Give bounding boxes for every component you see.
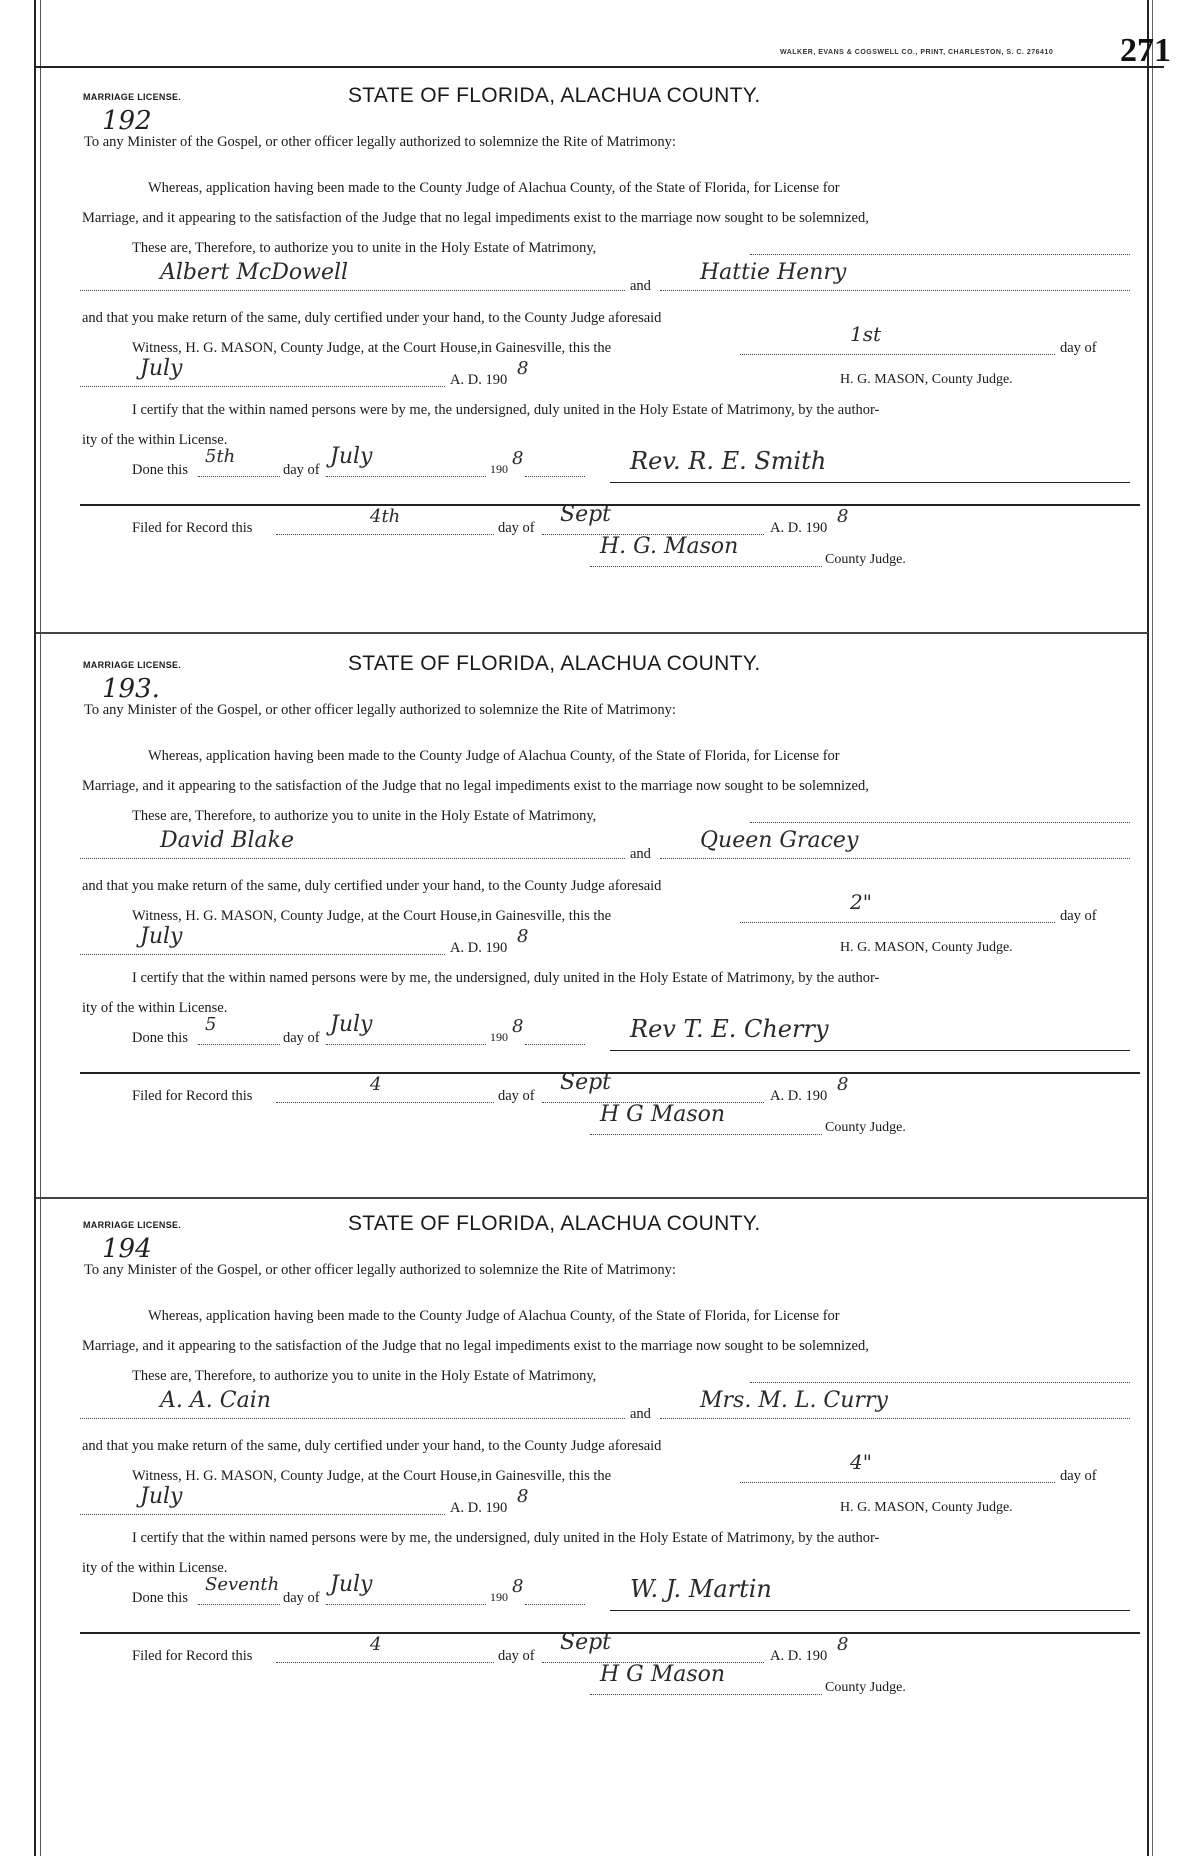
- year-prefix-text: 190: [490, 462, 508, 476]
- filed-year: 8: [837, 1074, 849, 1095]
- certify-text-cont: ity of the within License.: [82, 432, 228, 448]
- done-day: 5: [205, 1014, 217, 1035]
- filed-month: Sept: [560, 502, 612, 527]
- filed-year: 8: [837, 1634, 849, 1655]
- officiant-signature-line: [610, 1050, 1130, 1051]
- filed-text: Filed for Record this: [132, 1648, 253, 1664]
- blank-line: [660, 1418, 1130, 1419]
- officiant-signature-line: [610, 482, 1130, 483]
- blank-line: [80, 1514, 445, 1515]
- page-border-left-inner: [40, 0, 41, 1856]
- certify-text-cont: ity of the within License.: [82, 1000, 228, 1016]
- blank-line: [740, 354, 1055, 355]
- blank-line: [660, 858, 1130, 859]
- done-month: July: [330, 1012, 373, 1037]
- license-number: 192: [102, 106, 152, 136]
- judge-text: H. G. MASON, County Judge.: [840, 372, 1013, 387]
- address-line: To any Minister of the Gospel, or other officer legally authorized to solemnize the Rite of Matrimony:: [84, 1262, 676, 1278]
- marriage-license-record: [80, 1212, 1140, 1780]
- groom-name: David Blake: [160, 828, 294, 853]
- witness-month: July: [140, 924, 183, 949]
- blank-line: [276, 534, 494, 535]
- blank-line: [80, 954, 445, 955]
- year-prefix-text: 190: [490, 1590, 508, 1604]
- blank-line: [590, 1134, 822, 1135]
- license-label: MARRIAGE LICENSE.: [83, 1220, 182, 1230]
- filed-day: 4th: [370, 506, 401, 527]
- whereas-text: Whereas, application having been made to the County Judge of Alachua County, of the State of Florida, for License for: [148, 180, 840, 196]
- done-this-text: Done this: [132, 1030, 188, 1046]
- license-title: STATE OF FLORIDA, ALACHUA COUNTY.: [348, 1212, 761, 1235]
- blank-line: [80, 1418, 625, 1419]
- and-text: and: [630, 278, 651, 294]
- witness-day: 4": [850, 1450, 872, 1474]
- blank-line: [590, 566, 822, 567]
- printer-imprint: WALKER, EVANS & COGSWELL CO., PRINT, CHARLESTON, S. C. 276410: [780, 49, 1054, 56]
- county-judge-text: County Judge.: [825, 1120, 906, 1135]
- filed-month: Sept: [560, 1070, 612, 1095]
- filed-text: Filed for Record this: [132, 520, 253, 536]
- officiant-signature: W. J. Martin: [630, 1575, 772, 1603]
- authorize-text: These are, Therefore, to authorize you to unite in the Holy Estate of Matrimony,: [132, 1368, 597, 1384]
- certify-text: I certify that the within named persons were by me, the undersigned, duly united in the Holy Estate of Matrimony, by the author-: [132, 402, 880, 418]
- blank-line: [660, 290, 1130, 291]
- blank-line: [750, 822, 1130, 823]
- judge-text: H. G. MASON, County Judge.: [840, 1500, 1013, 1515]
- license-number: 193.: [102, 674, 160, 704]
- filed-ad-text: A. D. 190: [770, 1088, 828, 1104]
- license-label: MARRIAGE LICENSE.: [83, 92, 182, 102]
- blank-line: [740, 1482, 1055, 1483]
- blank-line: [525, 476, 585, 477]
- blank-line: [326, 1044, 486, 1045]
- filed-day-of-text: day of: [498, 1648, 535, 1664]
- blank-line: [525, 1604, 585, 1605]
- bride-name: Hattie Henry: [700, 260, 847, 285]
- done-month: July: [330, 1572, 373, 1597]
- day-of-text: day of: [1060, 1468, 1097, 1484]
- blank-line: [326, 1604, 486, 1605]
- filed-day-of-text: day of: [498, 520, 535, 536]
- day-of-text: day of: [1060, 908, 1097, 924]
- return-text: and that you make return of the same, duly certified under your hand, to the County Judge aforesaid: [82, 1438, 662, 1454]
- page-border-left: [34, 0, 36, 1856]
- witness-year: 8: [517, 1486, 529, 1507]
- whereas-text: Whereas, application having been made to the County Judge of Alachua County, of the State of Florida, for License for: [148, 748, 840, 764]
- return-text: and that you make return of the same, duly certified under your hand, to the County Judge aforesaid: [82, 310, 662, 326]
- blank-line: [750, 1382, 1130, 1383]
- done-year: 8: [512, 1016, 524, 1037]
- done-year: 8: [512, 448, 524, 469]
- and-text: and: [630, 846, 651, 862]
- witness-text: Witness, H. G. MASON, County Judge, at the Court House,in Gainesville, this the: [132, 908, 612, 924]
- witness-day: 1st: [850, 322, 882, 346]
- witness-day: 2": [850, 890, 872, 914]
- filed-day: 4: [370, 1074, 382, 1095]
- county-judge-text: County Judge.: [825, 552, 906, 567]
- witness-text: Witness, H. G. MASON, County Judge, at the Court House,in Gainesville, this the: [132, 340, 612, 356]
- whereas-text: Whereas, application having been made to the County Judge of Alachua County, of the State of Florida, for License for: [148, 1308, 840, 1324]
- judge-signature: H. G. Mason: [600, 534, 739, 559]
- ad-text: A. D. 190: [450, 372, 508, 388]
- marriage-text: Marriage, and it appearing to the satisfaction of the Judge that no legal impediments exist to the marriage now sought to be solemnized,: [82, 210, 869, 226]
- address-line: To any Minister of the Gospel, or other officer legally authorized to solemnize the Rite of Matrimony:: [84, 134, 676, 150]
- blank-line: [525, 1044, 585, 1045]
- marriage-license-record: [80, 84, 1140, 652]
- groom-name: A. A. Cain: [160, 1388, 271, 1413]
- filed-month: Sept: [560, 1630, 612, 1655]
- and-text: and: [630, 1406, 651, 1422]
- blank-line: [326, 476, 486, 477]
- done-this-text: Done this: [132, 462, 188, 478]
- filed-ad-text: A. D. 190: [770, 1648, 828, 1664]
- page-border-right-inner: [1152, 0, 1153, 1856]
- blank-line: [276, 1662, 494, 1663]
- blank-line: [80, 858, 625, 859]
- marriage-text: Marriage, and it appearing to the satisfaction of the Judge that no legal impediments exist to the marriage now sought to be solemnized,: [82, 778, 869, 794]
- license-number: 194: [102, 1234, 152, 1264]
- filed-text: Filed for Record this: [132, 1088, 253, 1104]
- filed-day-of-text: day of: [498, 1088, 535, 1104]
- address-line: To any Minister of the Gospel, or other officer legally authorized to solemnize the Rite of Matrimony:: [84, 702, 676, 718]
- filed-day: 4: [370, 1634, 382, 1655]
- license-title: STATE OF FLORIDA, ALACHUA COUNTY.: [348, 652, 761, 675]
- blank-line: [198, 1604, 280, 1605]
- marriage-license-record: [80, 652, 1140, 1220]
- filed-year: 8: [837, 506, 849, 527]
- judge-signature: H G Mason: [600, 1662, 726, 1687]
- certify-text: I certify that the within named persons were by me, the undersigned, duly united in the Holy Estate of Matrimony, by the author-: [132, 970, 880, 986]
- authorize-text: These are, Therefore, to authorize you to unite in the Holy Estate of Matrimony,: [132, 240, 597, 256]
- blank-line: [80, 386, 445, 387]
- blank-line: [740, 922, 1055, 923]
- day-of-short-text: day of: [283, 1030, 320, 1046]
- header-rule: [34, 66, 1164, 68]
- officiant-signature: Rev T. E. Cherry: [630, 1015, 829, 1043]
- marriage-text: Marriage, and it appearing to the satisfaction of the Judge that no legal impediments exist to the marriage now sought to be solemnized,: [82, 1338, 869, 1354]
- blank-line: [750, 254, 1130, 255]
- page-border-right: [1147, 0, 1149, 1856]
- judge-text: H. G. MASON, County Judge.: [840, 940, 1013, 955]
- blank-line: [80, 290, 625, 291]
- witness-year: 8: [517, 926, 529, 947]
- blank-line: [198, 476, 280, 477]
- county-judge-text: County Judge.: [825, 1680, 906, 1695]
- license-title: STATE OF FLORIDA, ALACHUA COUNTY.: [348, 84, 761, 107]
- witness-month: July: [140, 1484, 183, 1509]
- certify-text: I certify that the within named persons were by me, the undersigned, duly united in the Holy Estate of Matrimony, by the author-: [132, 1530, 880, 1546]
- year-prefix-text: 190: [490, 1030, 508, 1044]
- ad-text: A. D. 190: [450, 1500, 508, 1516]
- blank-line: [590, 1694, 822, 1695]
- bride-name: Mrs. M. L. Curry: [700, 1388, 888, 1413]
- done-month: July: [330, 444, 373, 469]
- done-day: 5th: [205, 446, 236, 467]
- witness-year: 8: [517, 358, 529, 379]
- certify-text-cont: ity of the within License.: [82, 1560, 228, 1576]
- blank-line: [276, 1102, 494, 1103]
- page-number: 271: [1120, 32, 1171, 69]
- blank-line: [198, 1044, 280, 1045]
- done-year: 8: [512, 1576, 524, 1597]
- ad-text: A. D. 190: [450, 940, 508, 956]
- judge-signature: H G Mason: [600, 1102, 726, 1127]
- day-of-short-text: day of: [283, 462, 320, 478]
- witness-month: July: [140, 356, 183, 381]
- done-day: Seventh: [205, 1574, 280, 1595]
- officiant-signature: Rev. R. E. Smith: [630, 447, 827, 475]
- day-of-short-text: day of: [283, 1590, 320, 1606]
- bride-name: Queen Gracey: [700, 828, 859, 853]
- authorize-text: These are, Therefore, to authorize you to unite in the Holy Estate of Matrimony,: [132, 808, 597, 824]
- return-text: and that you make return of the same, duly certified under your hand, to the County Judge aforesaid: [82, 878, 662, 894]
- witness-text: Witness, H. G. MASON, County Judge, at the Court House,in Gainesville, this the: [132, 1468, 612, 1484]
- groom-name: Albert McDowell: [160, 260, 349, 285]
- done-this-text: Done this: [132, 1590, 188, 1606]
- day-of-text: day of: [1060, 340, 1097, 356]
- filed-ad-text: A. D. 190: [770, 520, 828, 536]
- license-label: MARRIAGE LICENSE.: [83, 660, 182, 670]
- officiant-signature-line: [610, 1610, 1130, 1611]
